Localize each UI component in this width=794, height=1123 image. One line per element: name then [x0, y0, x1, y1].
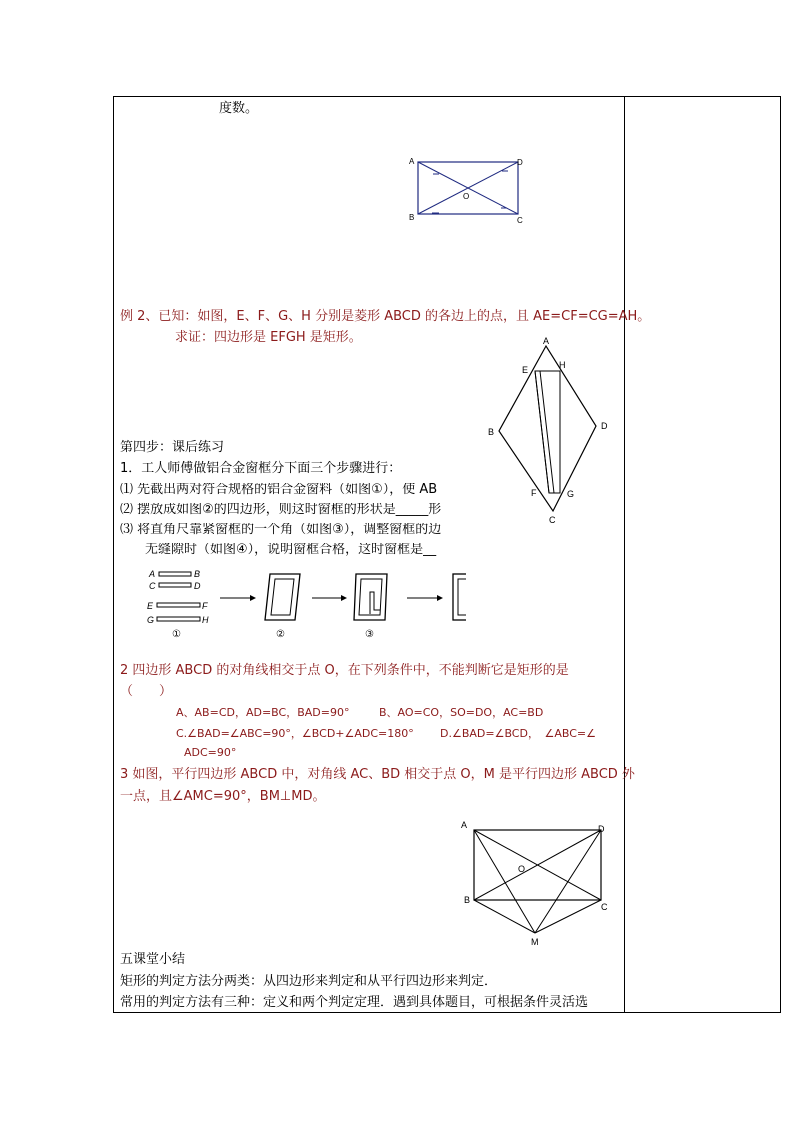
question2-option-a: A、AB=CD，AD=BC，BAD=90°	[176, 706, 350, 719]
fig3-label-D: D	[194, 581, 201, 591]
top-text: 度数。	[219, 101, 259, 116]
summary-title: 五课堂小结	[120, 952, 186, 967]
question2-option-c: C.∠BAD=∠ABC=90°，∠BCD+∠ADC=180°	[176, 727, 414, 740]
fig3-label-H: H	[202, 615, 209, 625]
exercise1-step3: ⑶ 将直角尺靠紧窗框的一个角（如图③），调整窗框的边	[120, 523, 442, 536]
fig2-label-G: G	[567, 489, 575, 499]
step4-title: 第四步：课后练习	[120, 440, 225, 455]
fig4-label-C: C	[601, 902, 608, 912]
fig1-label-B: B	[409, 213, 415, 222]
summary-line1: 矩形的判定方法分两类：从四边形来判定和从平行四边形来判定．	[120, 974, 498, 989]
fig2-label-B: B	[488, 427, 495, 437]
summary-line2: 常用的判定方法有三种：定义和两个判定定理．遇到具体题目，可根据条件灵活选	[120, 995, 589, 1010]
fig2-label-D: D	[601, 421, 608, 431]
question3-line1: 3 如图，平行四边形 ABCD 中，对角线 AC、BD 相交于点 O，M 是平行四边形 ABCD 外	[120, 767, 635, 782]
fig4-label-M: M	[531, 937, 539, 947]
fig1-label-O: O	[463, 192, 470, 201]
question2-option-d-cont: ADC=90°	[184, 746, 237, 759]
column-divider	[624, 96, 625, 1013]
fig3-label-A: A	[149, 569, 156, 579]
fig4-label-B: B	[464, 895, 471, 905]
fig3-label-3: ③	[365, 629, 374, 640]
figure-rectangle-point-m	[455, 815, 615, 950]
fig3-label-F: F	[202, 601, 208, 611]
fig1-label-D: D	[517, 158, 523, 167]
example2-line1: 例 2、已知：如图，E、F、G、H 分别是菱形 ABCD 的各边上的点，且 AE=CF=CG=AH。	[120, 309, 651, 324]
fig4-label-O: O	[518, 864, 526, 874]
fig2-label-F: F	[531, 488, 537, 498]
fig2-label-H: H	[559, 360, 566, 370]
fig3-label-1: ①	[172, 629, 181, 640]
question3-line2: 一点，且∠AMC=90°，BM⊥MD。	[120, 789, 326, 804]
example2-line2: 求证：四边形是 EFGH 是矩形。	[175, 330, 362, 345]
fig3-label-G: G	[147, 615, 155, 625]
question2-option-b: B、AO=CO，SO=DO，AC=BD	[379, 706, 544, 719]
fig2-label-A: A	[543, 336, 550, 346]
fig3-label-E: E	[147, 601, 154, 611]
fig3-label-B: B	[194, 569, 201, 579]
exercise1-step3-cont: 无缝隙时（如图④），说明窗框合格，这时窗框是__	[145, 543, 437, 556]
figure-rectangle-diagonals	[405, 154, 535, 229]
exercise1-step1: ⑴ 先截出两对符合规格的铝合金窗料（如图①），使 AB	[120, 483, 438, 496]
fig4-label-D: D	[598, 824, 605, 834]
fig2-label-C: C	[549, 515, 556, 525]
fig1-label-C: C	[517, 216, 523, 225]
figure-window-frame-steps	[145, 564, 466, 644]
fig3-label-2: ②	[276, 629, 285, 640]
question2-line2: （ ）	[120, 684, 173, 699]
fig3-label-C: C	[149, 581, 156, 591]
fig4-label-A: A	[461, 820, 468, 830]
exercise1-intro: 1．工人师傅做铝合金窗框分下面三个步骤进行：	[120, 461, 402, 476]
question2-line1: 2 四边形 ABCD 的对角线相交于点 O，在下列条件中，不能判断它是矩形的是	[120, 663, 569, 678]
question2-option-d: D.∠BAD=∠BCD， ∠ABC=∠	[440, 727, 596, 740]
fig1-label-A: A	[409, 157, 415, 166]
exercise1-step2: ⑵ 摆放成如图②的四边形，则这时窗框的形状是_____形	[120, 503, 442, 516]
fig2-label-E: E	[522, 365, 529, 375]
figure-rhombus-efgh	[483, 333, 618, 528]
